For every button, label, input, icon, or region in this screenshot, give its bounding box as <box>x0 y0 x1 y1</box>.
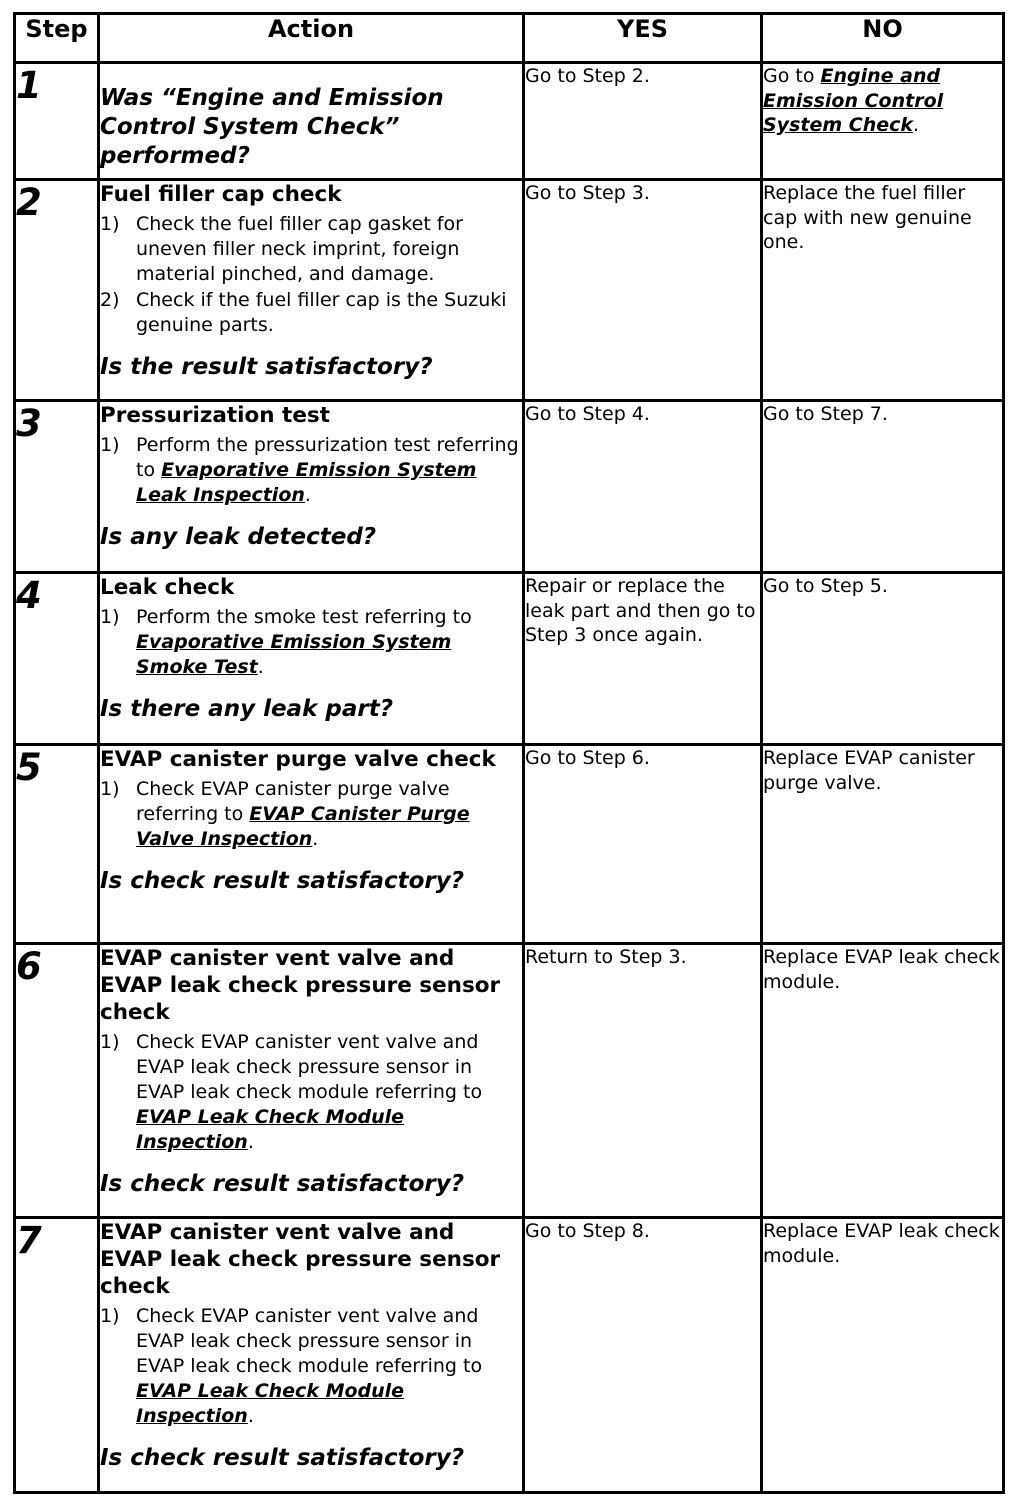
substep-suffix: . <box>312 828 319 850</box>
step-row-1 <box>15 63 1004 180</box>
substep-list <box>100 777 522 852</box>
no-cell: Replace EVAP leak check module. <box>762 1218 1004 1493</box>
leak-check-module-inspection-link[interactable]: EVAP Leak Check Module Inspection <box>136 1106 405 1153</box>
substep-text: Check EVAP canister purge valve referring to <box>136 778 450 825</box>
substep-item <box>100 433 522 508</box>
substep-text: Check EVAP canister vent valve and EVAP leak check pressure sensor in EVAP leak check module referring to <box>136 1031 483 1103</box>
header-step: Step <box>15 14 99 63</box>
no-suffix: . <box>913 114 920 136</box>
no-cell: Replace EVAP leak check module. <box>762 944 1004 1218</box>
step-title: Fuel filler cap check <box>100 182 342 207</box>
substep-text: Check if the fuel filler cap is the Suzuki genuine parts. <box>136 289 507 336</box>
step-row-2 <box>15 180 1004 401</box>
substep-item <box>100 605 522 680</box>
step-question: Is there any leak part? <box>100 696 394 722</box>
evap-leak-inspection-link[interactable]: Evaporative Emission System Leak Inspection <box>136 459 477 506</box>
step-number: 4 <box>15 573 99 745</box>
action-cell <box>99 401 524 573</box>
substep-list <box>100 1304 522 1429</box>
step-question: Is any leak detected? <box>100 524 377 550</box>
step-number: 6 <box>15 944 99 1218</box>
step-number: 3 <box>15 401 99 573</box>
step-title: Pressurization test <box>100 403 330 428</box>
step-title: EVAP canister vent valve and EVAP leak check pressure sensor check <box>100 946 501 1025</box>
no-prefix: Go to <box>763 65 821 87</box>
diagnostic-flow-table <box>13 12 1005 1494</box>
step-number: 1 <box>15 63 99 180</box>
action-cell <box>99 1218 524 1493</box>
yes-cell: Repair or replace the leak part and then go to Step 3 once again. <box>524 573 762 745</box>
substep-number: 1) <box>100 778 120 800</box>
step-title: EVAP canister purge valve check <box>100 747 496 772</box>
no-cell: Go to Step 5. <box>762 573 1004 745</box>
step-question: Was “Engine and Emission Control System Check” performed? <box>100 85 444 169</box>
step-question: Is the result satisfactory? <box>100 354 433 380</box>
no-cell: Go to Step 7. <box>762 401 1004 573</box>
no-cell: Replace the fuel filler cap with new genuine one. <box>762 180 1004 401</box>
substep-text: Check EVAP canister vent valve and EVAP leak check pressure sensor in EVAP leak check module referring to <box>136 1305 483 1377</box>
step-number: 5 <box>15 745 99 944</box>
yes-cell: Go to Step 2. <box>524 63 762 180</box>
step-row-3 <box>15 401 1004 573</box>
substep-number: 1) <box>100 1031 120 1053</box>
engine-emission-check-link[interactable]: Engine and Emission Control System Check <box>763 65 944 136</box>
evap-smoke-test-link[interactable]: Evaporative Emission System Smoke Test <box>136 631 452 678</box>
step-row-5 <box>15 745 1004 944</box>
step-question: Is check result satisfactory? <box>100 1445 465 1471</box>
substep-suffix: . <box>247 1405 254 1427</box>
substep-item <box>100 1304 522 1429</box>
substep-list <box>100 212 522 338</box>
step-title: EVAP canister vent valve and EVAP leak check pressure sensor check <box>100 1220 501 1299</box>
substep-number: 2) <box>100 289 120 311</box>
action-cell <box>99 63 524 180</box>
substep-text: Check the fuel filler cap gasket for uneven filler neck imprint, foreign material pinched, and damage. <box>136 213 463 285</box>
action-cell <box>99 573 524 745</box>
substep-suffix: . <box>304 484 311 506</box>
substep-text: Perform the smoke test referring to <box>136 606 472 628</box>
yes-cell: Go to Step 8. <box>524 1218 762 1493</box>
substep-suffix: . <box>257 656 264 678</box>
action-cell <box>99 944 524 1218</box>
substep-item <box>100 212 522 287</box>
yes-cell: Return to Step 3. <box>524 944 762 1218</box>
step-row-7 <box>15 1218 1004 1493</box>
substep-list <box>100 605 522 680</box>
no-cell <box>762 63 1004 180</box>
substep-item <box>100 1030 522 1155</box>
substep-item <box>100 288 522 338</box>
substep-list <box>100 433 522 508</box>
step-question: Is check result satisfactory? <box>100 868 465 894</box>
yes-cell: Go to Step 4. <box>524 401 762 573</box>
leak-check-module-inspection-link[interactable]: EVAP Leak Check Module Inspection <box>136 1380 405 1427</box>
substep-number: 1) <box>100 1305 120 1327</box>
no-cell: Replace EVAP canister purge valve. <box>762 745 1004 944</box>
action-cell <box>99 180 524 401</box>
substep-number: 1) <box>100 606 120 628</box>
purge-valve-inspection-link[interactable]: EVAP Canister Purge Valve Inspection <box>136 803 470 850</box>
yes-cell: Go to Step 6. <box>524 745 762 944</box>
step-title: Leak check <box>100 575 235 600</box>
step-number: 7 <box>15 1218 99 1493</box>
substep-number: 1) <box>100 434 120 456</box>
substep-list <box>100 1030 522 1155</box>
substep-suffix: . <box>247 1131 254 1153</box>
step-question: Is check result satisfactory? <box>100 1171 465 1197</box>
header-yes: YES <box>524 14 762 63</box>
header-action: Action <box>99 14 524 63</box>
substep-text: Perform the pressurization test referring to <box>136 434 519 481</box>
step-row-4 <box>15 573 1004 745</box>
header-no: NO <box>762 14 1004 63</box>
step-number: 2 <box>15 180 99 401</box>
yes-cell: Go to Step 3. <box>524 180 762 401</box>
action-cell <box>99 745 524 944</box>
header-row <box>15 14 1004 63</box>
step-row-6 <box>15 944 1004 1218</box>
substep-item <box>100 777 522 852</box>
substep-number: 1) <box>100 213 120 235</box>
